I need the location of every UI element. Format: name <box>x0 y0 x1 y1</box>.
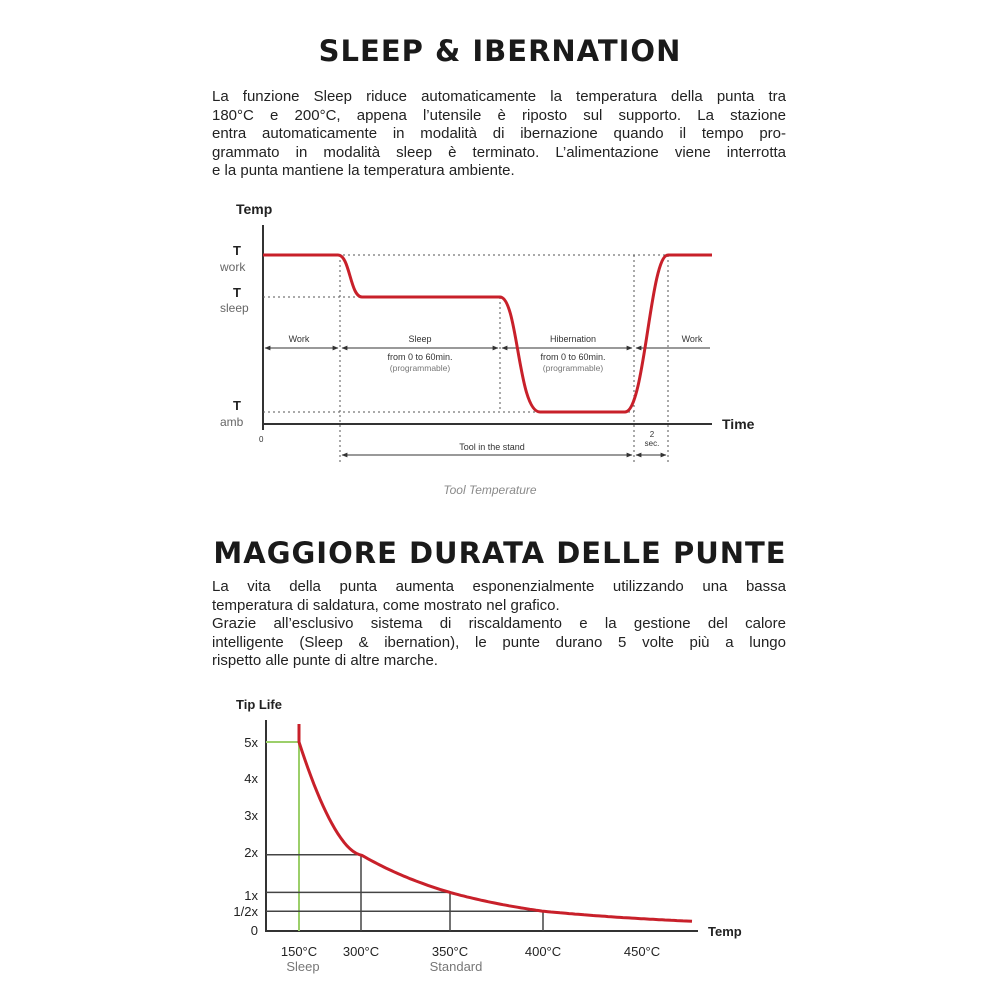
paragraph-line: intelligente (Sleep & ibernation), le punte durano 5 volte più a lungo <box>212 633 786 651</box>
phase-hib-range: from 0 to 60min. <box>540 352 606 362</box>
two-sec-label: sec. <box>644 439 660 448</box>
t-amb-sub: amb <box>220 415 244 429</box>
t-work-sub: work <box>220 260 246 274</box>
x-tick-label: 450°C <box>623 944 661 959</box>
phase-sleep-range: from 0 to 60min. <box>387 352 453 362</box>
paragraph-line: entra automaticamente in modalità di ibernazione quando il tempo pro- <box>212 125 786 142</box>
y-tick-label: 5x <box>244 735 258 750</box>
paragraph-line: La funzione Sleep riduce automaticamente la temperatura della punta tra <box>212 88 786 105</box>
x-tick-label: 300°C <box>342 944 380 959</box>
y-tick-label: 3x <box>244 808 258 823</box>
paragraph-line: rispetto alle punte di altre marche. <box>212 652 438 669</box>
section-title-tip-life: MAGGIORE DURATA DELLE PUNTE <box>213 536 787 570</box>
y-tick-label: 0 <box>250 923 258 938</box>
x-tick-label: 150°C <box>280 944 318 959</box>
t-amb-label: T <box>233 398 241 413</box>
two-sec-label: 2 <box>649 430 655 439</box>
paragraph-line: e la punta mantiene la temperatura ambiente. <box>212 162 515 179</box>
phase-sleep-note: (programmable) <box>389 363 451 373</box>
paragraph-line: grammato in modalità sleep è terminato. L’alimentazione viene interrotta <box>212 143 786 161</box>
phase-label-hibernation: Hibernation <box>549 334 597 344</box>
t-sleep-sub: sleep <box>220 301 249 315</box>
paragraph-line: La vita della punta aumenta esponenzialmente utilizzando una bassa <box>212 578 786 595</box>
t-sleep-label: T <box>233 285 241 300</box>
x-tick-label: 400°C <box>524 944 562 959</box>
paragraph-line: 180°C e 200°C, appena l’utensile è riposto sul supporto. La stazione <box>212 106 786 124</box>
diagram-y-title: Temp <box>236 201 273 217</box>
diagram-origin: 0 <box>259 435 264 444</box>
x-tick-sublabel: Sleep <box>286 959 320 974</box>
y-tick-label: 2x <box>244 845 258 860</box>
x-tick-sublabel: Standard <box>429 959 483 974</box>
chart-x-title: Temp <box>708 924 742 939</box>
t-work-label: T <box>233 243 241 258</box>
section-title-sleep: SLEEP & IBERNATION <box>318 34 682 68</box>
y-tick-label: 1/2x <box>233 904 258 919</box>
y-tick-label: 4x <box>244 771 258 786</box>
y-tick-label: 1x <box>244 888 258 903</box>
paragraph-line: temperatura di saldatura, come mostrato nel grafico. <box>212 596 560 614</box>
phase-label-sleep: Sleep <box>408 334 432 344</box>
x-tick-label: 350°C <box>431 944 469 959</box>
paragraph-line: Grazie all’esclusivo sistema di riscaldamento e la gestione del calore <box>212 615 786 632</box>
phase-label-work-2: Work <box>681 334 703 344</box>
stand-label: Tool in the stand <box>459 442 525 452</box>
chart-y-title: Tip Life <box>236 697 282 712</box>
phase-hib-note: (programmable) <box>542 363 604 373</box>
phase-label-work: Work <box>288 334 310 344</box>
diagram-caption: Tool Temperature <box>443 483 537 497</box>
diagram-x-title: Time <box>722 416 755 432</box>
